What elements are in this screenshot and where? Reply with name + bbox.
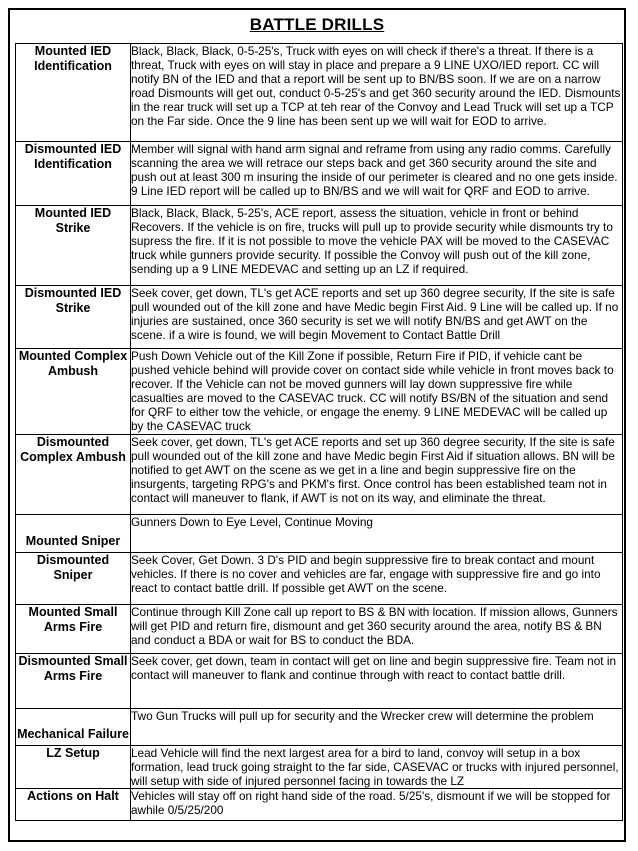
table-row	[16, 653, 623, 708]
drill-description-cell: Seek cover, get down, team in contact will get on line and begin suppressive fire. Team not in contact will maneuver to flank and continue through with react to contact battle drill.	[131, 653, 623, 708]
drill-description-cell: Seek cover, get down, TL's get ACE reports and set up 360 degree security, If the site is safe pull wounded out of the kill zone and have Medic begin First Aid if situation allows. BN will be notified to get AWT on the scene as we get in a line and begin suppressive fire on the insurgents, targeting RPG's and PKM's first. Once control has been established team not in contact will maneuver to flank, if AWT is not on its way, and eliminate the threat.	[131, 434, 623, 514]
table-row	[16, 434, 623, 514]
table-row	[16, 552, 623, 604]
table-row	[16, 349, 623, 435]
table-row	[16, 708, 623, 745]
drill-name-cell: Mounted IED Identification	[16, 44, 131, 142]
table-row	[16, 745, 623, 788]
drill-name-cell: LZ Setup	[16, 745, 131, 788]
table-row	[16, 44, 623, 142]
drill-name-cell: Dismounted Small Arms Fire	[16, 653, 131, 708]
drill-name-cell: Mounted IED Strike	[16, 206, 131, 286]
page-title: BATTLE DRILLS	[249, 15, 385, 34]
drill-name-cell: Actions on Halt	[16, 788, 131, 820]
drill-description-cell: Gunners Down to Eye Level, Continue Moving	[131, 514, 623, 552]
drill-description-cell: Seek Cover, Get Down. 3 D's PID and begin suppressive fire to break contact and mount vehicles. If there is no cover and vehicles are far, engage with suppressive fire and go into react to contact battle drill. If possible get AWT on the scene.	[131, 552, 623, 604]
drill-name-cell: Mounted Complex Ambush	[16, 349, 131, 435]
drill-name-cell: Dismounted IED Identification	[16, 142, 131, 206]
drill-name-cell: Mounted Sniper	[16, 514, 131, 552]
drill-name-cell: Mounted Small Arms Fire	[16, 604, 131, 653]
drill-name-cell: Dismounted IED Strike	[16, 286, 131, 349]
table-row	[16, 206, 623, 286]
table-row	[16, 788, 623, 820]
drill-description-cell: Member will signal with hand arm signal and reframe from using any radio comms. Carefully scanning the area we will retrace our steps back and get 360 security around the site and push out at least 300 m insuring the inside of our perimeter is cleared and no one gets inside. 9 Line IED report will be called up to BN/BS and we will wait for QRF and EOD to arrive.	[131, 142, 623, 206]
drill-description-cell: Vehicles will stay off on right hand side of the road. 5/25's, dismount if we will be stopped for awhile 0/5/25/200	[131, 788, 623, 820]
battle-drills-table	[15, 43, 623, 821]
table-row	[16, 604, 623, 653]
drill-name-cell: Dismounted Complex Ambush	[16, 434, 131, 514]
table-row	[16, 286, 623, 349]
drill-description-cell: Seek cover, get down, TL's get ACE reports and set up 360 degree security, If the site is safe pull wounded out of the kill zone and have Medic begin First Aid. 9 Line will be called up. If no injuries are sustained, once 360 security is set we will notify BN/BS and get AWT on the scene. if a wire is found, we will begin Movement to Contact Battle Drill	[131, 286, 623, 349]
drill-description-cell: Continue through Kill Zone call up report to BS & BN with location. If mission allows, Gunners will get PID and return fire, dismount and get 360 security around the area, notify BS & BN and conduct a BDA or wait for BS to conduct the BDA.	[131, 604, 623, 653]
drill-description-cell: Lead Vehicle will find the next largest area for a bird to land, convoy will setup in a box formation, lead truck going straight to the far side, CASEVAC or trucks with injured personnel, will setup with side of injured personnel facing in towards the LZ	[131, 745, 623, 788]
table-row	[16, 514, 623, 552]
battle-drills-sheet	[8, 8, 626, 842]
table-row	[16, 142, 623, 206]
drill-name-cell: Mechanical Failure	[16, 708, 131, 745]
drill-description-cell: Push Down Vehicle out of the Kill Zone if possible, Return Fire if PID, if vehicle cant be pushed vehicle behind will provide cover on contact side while vehicle in front moves back to recover. If the Vehicle can not be moved gunners will lay down suppressive fire while casualties are moved to the CASEVAC truck. CC will notify BS/BN of the situation and send for QRF to either tow the vehicle, or engage the enemy. 9 LINE MEDEVAC will be called up by the CASEVAC truck	[131, 349, 623, 435]
drill-description-cell: Black, Black, Black, 0-5-25's, Truck with eyes on will check if there's a threat. If there is a threat, Truck with eyes on will stay in place and prepare a 9 LINE UXO/IED report. CC will notify BN of the IED and that a report will be sent up to BN/BS soon. If we are on a narrow road Dismounts will get out, conduct 0-5-25's and get 360 security around the IED. Dismounts in the rear truck will set up a TCP at teh rear of the Convoy and Lead Truck will set up a TCP on the Far side. Once the 9 line has been sent up we will wait for EOD to arrive.	[131, 44, 623, 142]
drill-description-cell: Two Gun Trucks will pull up for security and the Wrecker crew will determine the problem	[131, 708, 623, 745]
drill-name-cell: Dismounted Sniper	[16, 552, 131, 604]
drill-description-cell: Black, Black, Black, 5-25's, ACE report, assess the situation, vehicle in front or behind Recovers. If the vehicle is on fire, trucks will pull up to provide security while dismounts try to supress the fire. If it is not possible to move the vehicle PAX will be moved to the CASEVAC truck while gunners provide security. If possible the Convoy will push out of the kill zone, sending up a 9 LINE MEDEVAC and setting up an LZ if required.	[131, 206, 623, 286]
